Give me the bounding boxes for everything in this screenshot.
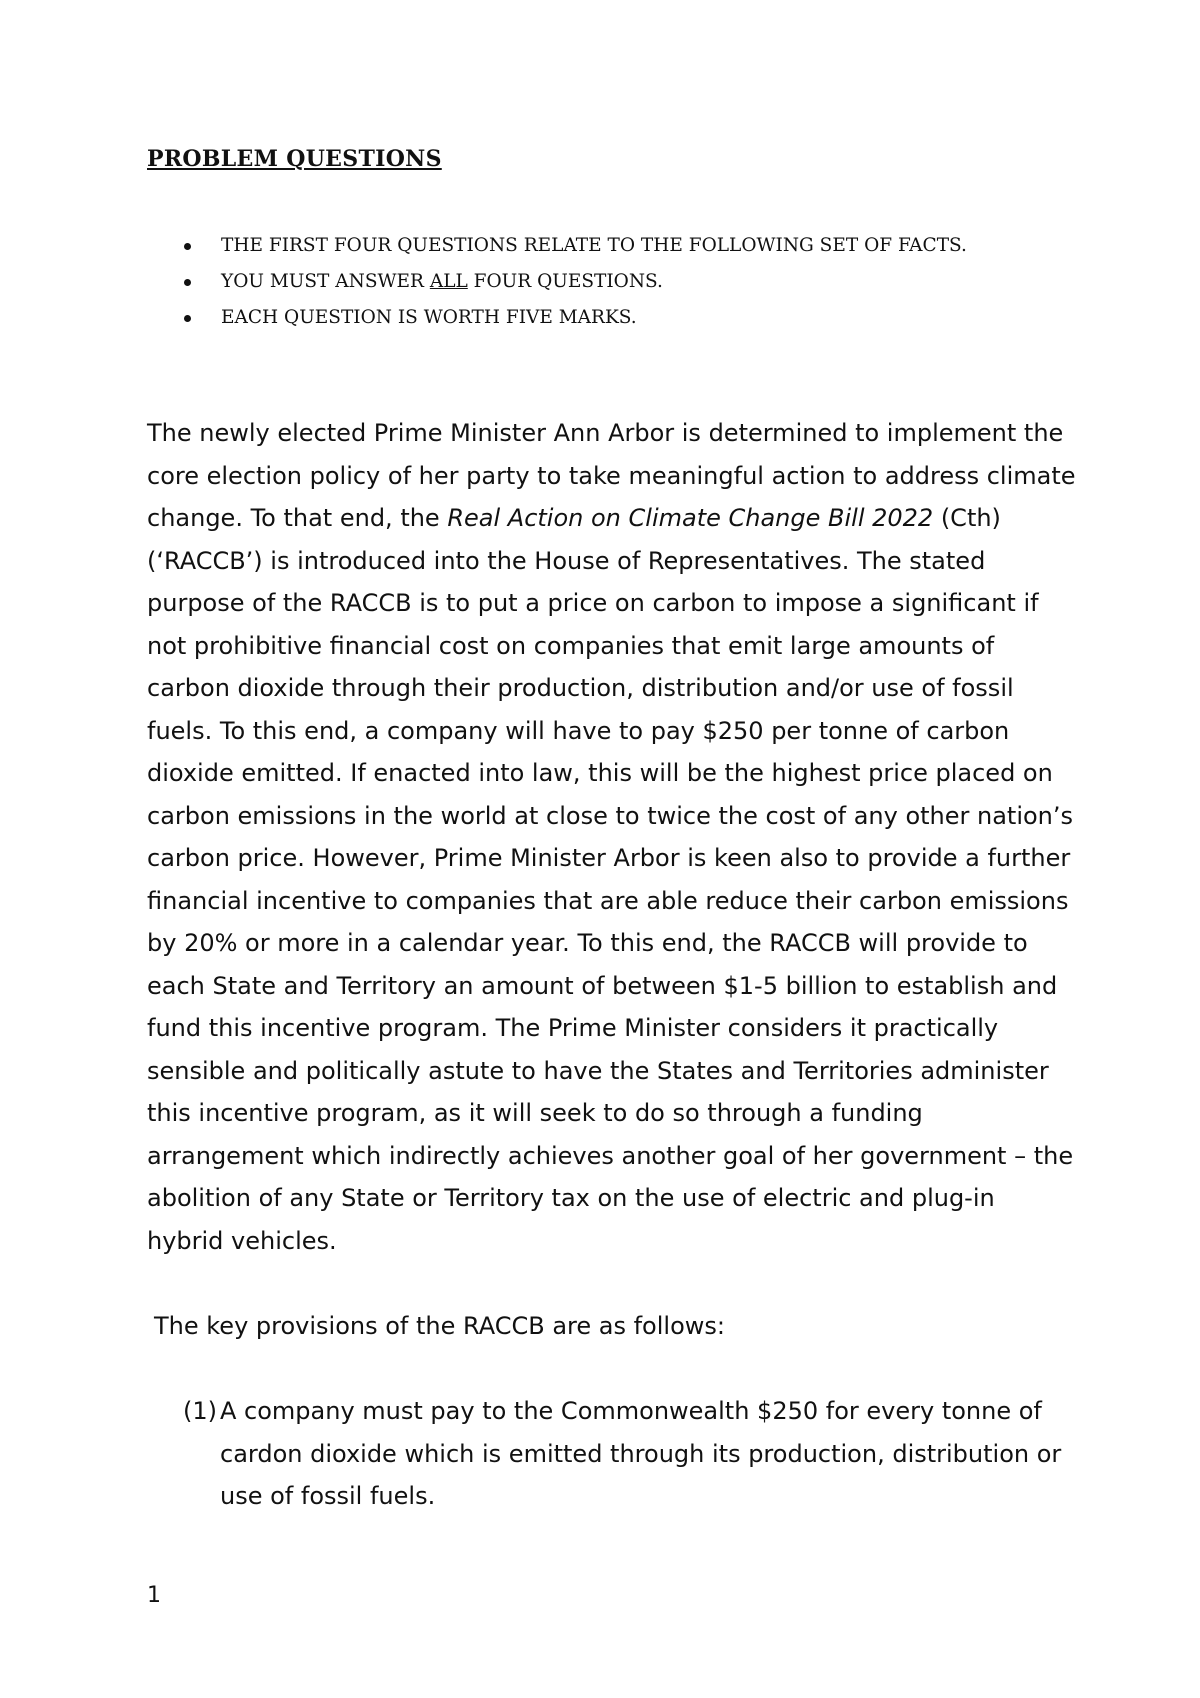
instruction-item [147,264,1047,300]
instruction-text: EACH QUESTION IS WORTH FIVE MARKS. [221,307,637,328]
provision-item [147,1390,1077,1518]
page-number: 1 [147,1583,161,1608]
instruction-text-emphasis: ALL [429,271,468,292]
instruction-item [147,228,1047,264]
provision-text: A company must pay to the Commonwealth $250 for every tonne of cardon dioxide which is emitted through its production, distribution or use of fossil fuels. [220,1397,1062,1510]
facts-paragraph [147,412,1077,1262]
bill-title: Real Action on Climate Change Bill 2022 [447,504,934,532]
facts-text-part1: The newly elected Prime Minister Ann Arbor is determined to implement the core election policy of her party to take meaningful action to address climate change. To that end, the [147,419,1076,532]
bullet-icon [184,279,191,286]
facts-text-part2: (Cth)(‘RACCB’) is introduced into the House of Representatives. The stated purpose of the RACCB is to put a price on carbon to impose a significant if not prohibitive financial cost on companies that emit large amounts of carbon dioxide through their production, distribution and/or use of fossil fuels. To this end, a company will have to pay $250 per tonne of carbon dioxide emitted. If enacted into law, this will be the highest price placed on carbon emissions in the world at close to twice the cost of any other nation’s carbon price. However, Prime Minister Arbor is keen also to provide a further financial incentive to companies that are able reduce their carbon emissions by 20% or more in a calendar year. To this end, the RACCB will provide to each State and Territory an amount of between $1-5 billion to establish and fund this incentive program. The Prime Minister considers it practically sensible and politically astute to have the States and Territories administer this incentive program, as it will seek to do so through a funding arrangement which indirectly achieves another goal of her government – the abolition of any State or Territory tax on the use of electric and plug-in hybrid vehicles. [147,504,1074,1255]
key-provisions-intro: The key provisions of the RACCB are as follows: [154,1312,725,1340]
page-title: PROBLEM QUESTIONS [147,146,442,172]
bullet-icon [184,315,191,322]
provision-number: (1) [183,1397,217,1425]
instruction-text-prefix: YOU MUST ANSWER [221,271,430,292]
provisions-list [147,1390,1077,1518]
instruction-item [147,300,1047,336]
instructions-list [147,228,1047,336]
bullet-icon [184,243,191,250]
instruction-text-suffix: FOUR QUESTIONS. [467,271,663,292]
instruction-text: THE FIRST FOUR QUESTIONS RELATE TO THE FOLLOWING SET OF FACTS. [221,235,967,256]
